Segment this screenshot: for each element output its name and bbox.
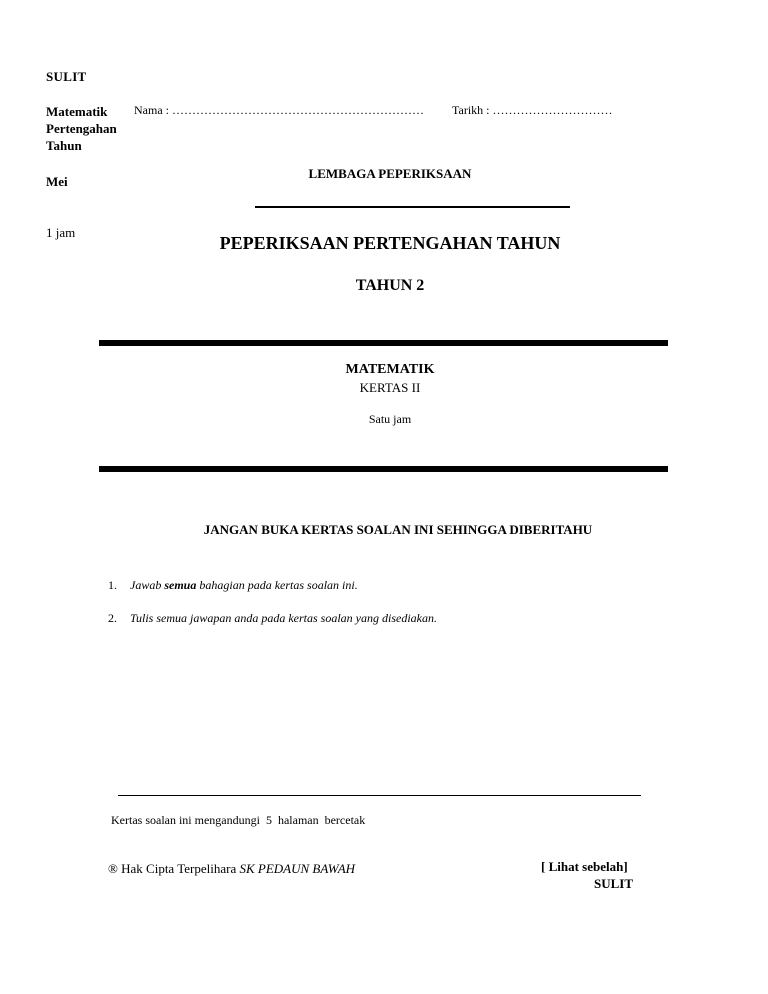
instruction-item-1 — [108, 578, 358, 593]
exam-title: PEPERIKSAAN PERTENGAHAN TAHUN — [219, 233, 561, 253]
thick-divider-top — [99, 340, 668, 346]
instruction-text-emphasis: semua — [164, 578, 197, 592]
date-field: Tarikh : ………………………… — [452, 103, 613, 117]
exam-month: Mei — [46, 174, 68, 189]
instruction-text: Tulis semua jawapan anda pada kertas soalan yang disediakan. — [130, 611, 437, 625]
name-field: Nama : ……………………………………………………… — [134, 103, 424, 117]
paper-subject: MATEMATIK — [345, 362, 435, 377]
subject-line-2: Pertengahan — [46, 121, 117, 136]
footer-divider — [118, 795, 641, 796]
pages-note: Kertas soalan ini mengandungi 5 halaman bercetak — [111, 813, 366, 827]
paper-time: Satu jam — [368, 412, 412, 426]
copyright-owner: SK PEDAUN BAWAH — [239, 861, 356, 876]
copyright-notice — [108, 861, 355, 877]
see-next-page-note: [ Lihat sebelah] — [541, 859, 628, 874]
instruction-item-2 — [108, 611, 437, 626]
subject-line-3: Tahun — [46, 138, 82, 153]
thick-divider-bottom — [99, 466, 668, 472]
instruction-text-pre: Jawab — [130, 578, 165, 592]
classification-label-top: SULIT — [46, 69, 87, 84]
instruction-number: 1. — [108, 578, 117, 592]
subject-line-1: Matematik — [46, 104, 108, 119]
title-divider — [255, 206, 570, 208]
subject-block — [46, 103, 117, 154]
exam-board-title: LEMBAGA PEPERIKSAAN — [308, 166, 472, 181]
exam-duration: 1 jam — [46, 225, 76, 240]
instructions-heading: JANGAN BUKA KERTAS SOALAN INI SEHINGGA DIBERITAHU — [203, 522, 593, 537]
paper-number: KERTAS II — [359, 380, 421, 395]
instruction-number: 2. — [108, 611, 117, 625]
instruction-text-post: bahagian pada kertas soalan ini. — [196, 578, 358, 592]
copyright-prefix: ® Hak Cipta Terpelihara — [108, 861, 240, 876]
classification-label-bottom: SULIT — [594, 876, 634, 891]
school-year: TAHUN 2 — [355, 277, 425, 294]
